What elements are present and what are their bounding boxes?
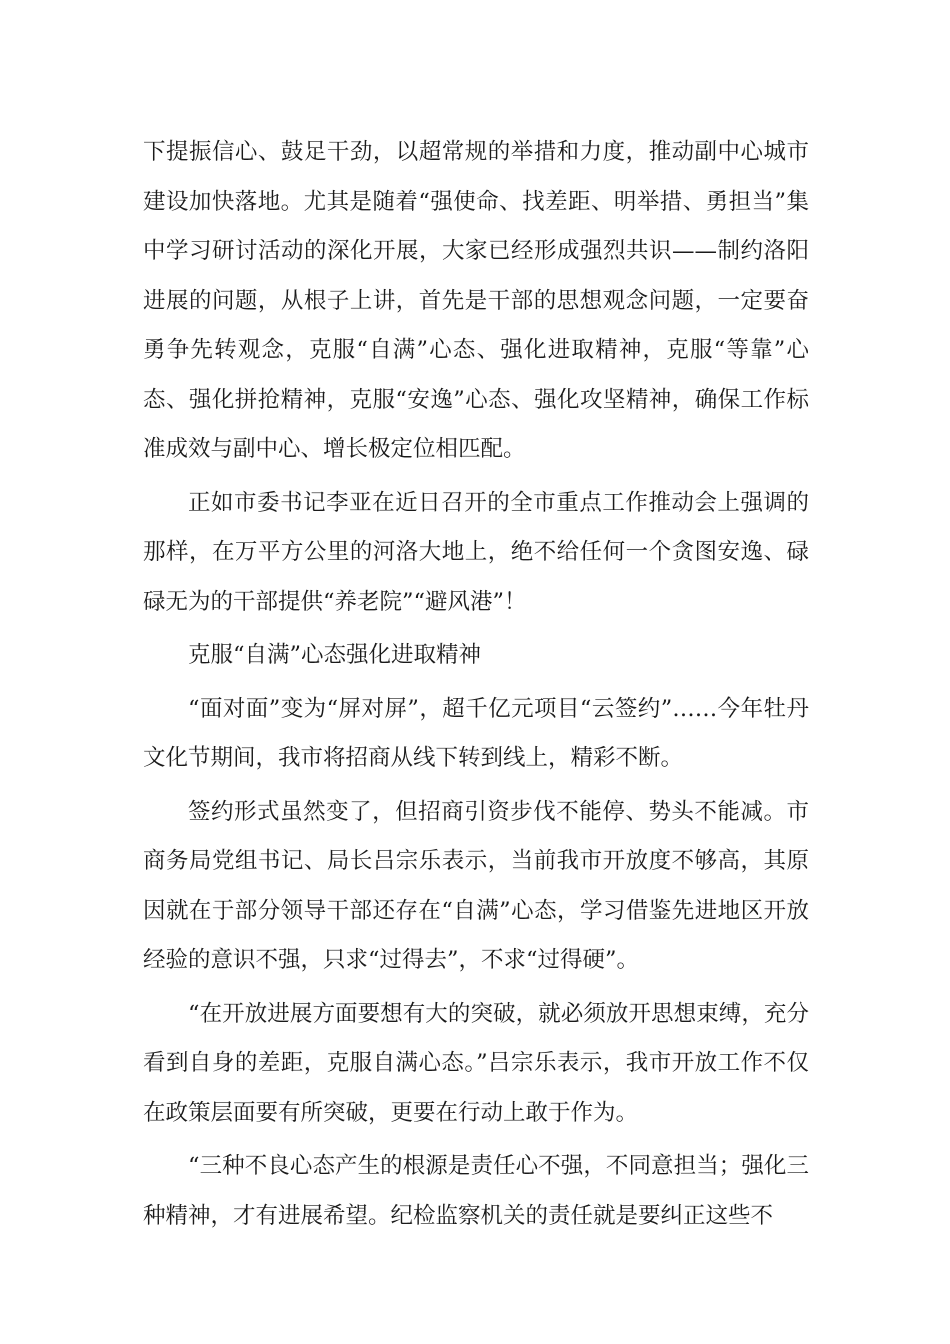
article-body	[143, 128, 809, 1245]
paragraph-2: 正如市委书记李亚在近日召开的全市重点工作推动会上强调的那样，在万平方公里的河洛大地上，绝不给任何一个贪图安逸、碌碌无为的干部提供“养老院”“避风港”！	[143, 489, 809, 615]
paragraph-5: “在开放进展方面要想有大的突破，就必须放开思想束缚，充分看到自身的差距，克服自满心态。”吕宗乐表示，我市开放工作不仅在政策层面要有所突破，更要在行动上敢于作为。	[143, 1000, 809, 1126]
paragraph-4: 签约形式虽然变了，但招商引资步伐不能停、势头不能减。市商务局党组书记、局长吕宗乐表示，当前我市开放度不够高，其原因就在于部分领导干部还存在“自满”心态，学习借鉴先进地区开放经验的意识不强，只求“过得去”，不求“过得硬”。	[143, 798, 809, 973]
paragraph-3: “面对面”变为“屏对屏”，超千亿元项目“云签约”……今年牡丹文化节期间，我市将招商从线下转到线上，精彩不断。	[143, 695, 809, 771]
paragraph-1: 下提振信心、鼓足干劲，以超常规的举措和力度，推动副中心城市建设加快落地。尤其是随着“强使命、找差距、明举措、勇担当”集中学习研讨活动的深化开展，大家已经形成强烈共识——制约洛阳进展的问题，从根子上讲，首先是干部的思想观念问题，一定要奋勇争先转观念，克服“自满”心态、强化进取精神，克服“等靠”心态、强化拼抢精神，克服“安逸”心态、强化攻坚精神，确保工作标准成效与副中心、增长极定位相匹配。	[143, 139, 809, 462]
paragraph-6: “三种不良心态产生的根源是责任心不强，不同意担当；强化三种精神，才有进展希望。纪检监察机关的责任就是要纠正这些不	[143, 1153, 809, 1229]
section-heading: 克服“自满”心态强化进取精神	[188, 642, 482, 668]
